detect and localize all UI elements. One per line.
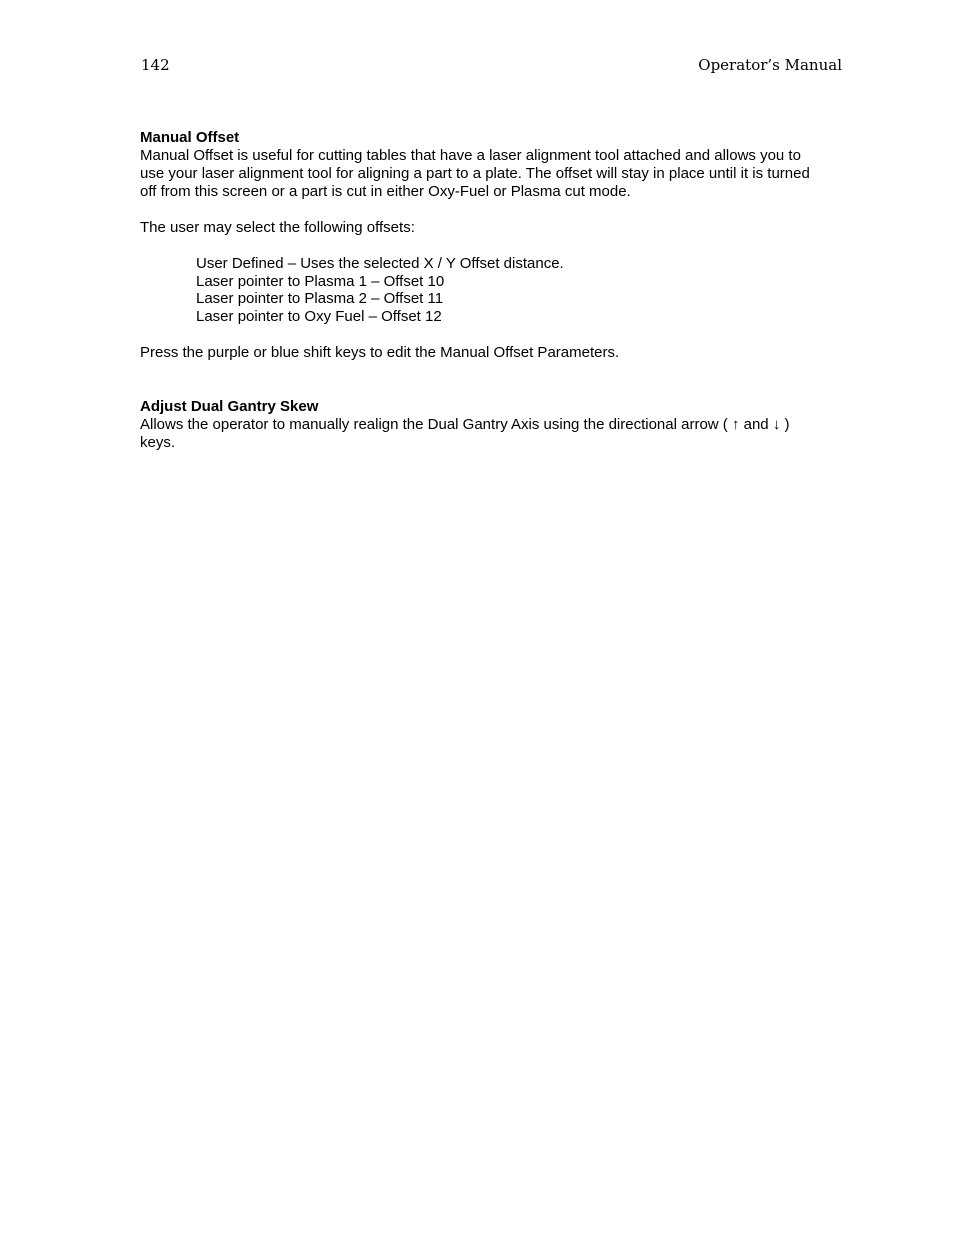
offset-list: [140, 255, 820, 326]
page-header: [141, 56, 842, 78]
offset-item-plasma-2: Laser pointer to Plasma 2 – Offset 11: [196, 290, 444, 308]
page-number: 142: [141, 56, 170, 74]
offset-item-plasma-1: Laser pointer to Plasma 1 – Offset 10: [196, 272, 445, 290]
manual-title: Operator’s Manual: [698, 56, 842, 74]
offset-item-oxy-fuel: Laser pointer to Oxy Fuel – Offset 12: [196, 308, 442, 326]
manual-offset-section: [140, 129, 820, 362]
dual-gantry-section: [140, 398, 820, 452]
offsets-intro: The user may select the following offsets:: [140, 219, 415, 236]
edit-parameters-note: Press the purple or blue shift keys to edit the Manual Offset Parameters.: [140, 343, 620, 361]
dual-gantry-heading: Adjust Dual Gantry Skew: [140, 397, 319, 415]
manual-offset-description: Manual Offset is useful for cutting tables that have a laser alignment tool attached and allows you to use your laser alignment tool for aligning a part to a plate. The offset will stay in place until it is turned off from this screen or a part is cut in either Oxy-Fuel or Plasma cut mode.: [140, 147, 810, 200]
page-body: [140, 129, 820, 452]
dual-gantry-description: Allows the operator to manually realign the Dual Gantry Axis using the directional arrow ( ↑ and ↓ ) keys.: [140, 415, 790, 451]
offset-item-user-defined: User Defined – Uses the selected X / Y Offset distance.: [196, 255, 564, 272]
manual-offset-heading: Manual Offset: [140, 129, 240, 146]
